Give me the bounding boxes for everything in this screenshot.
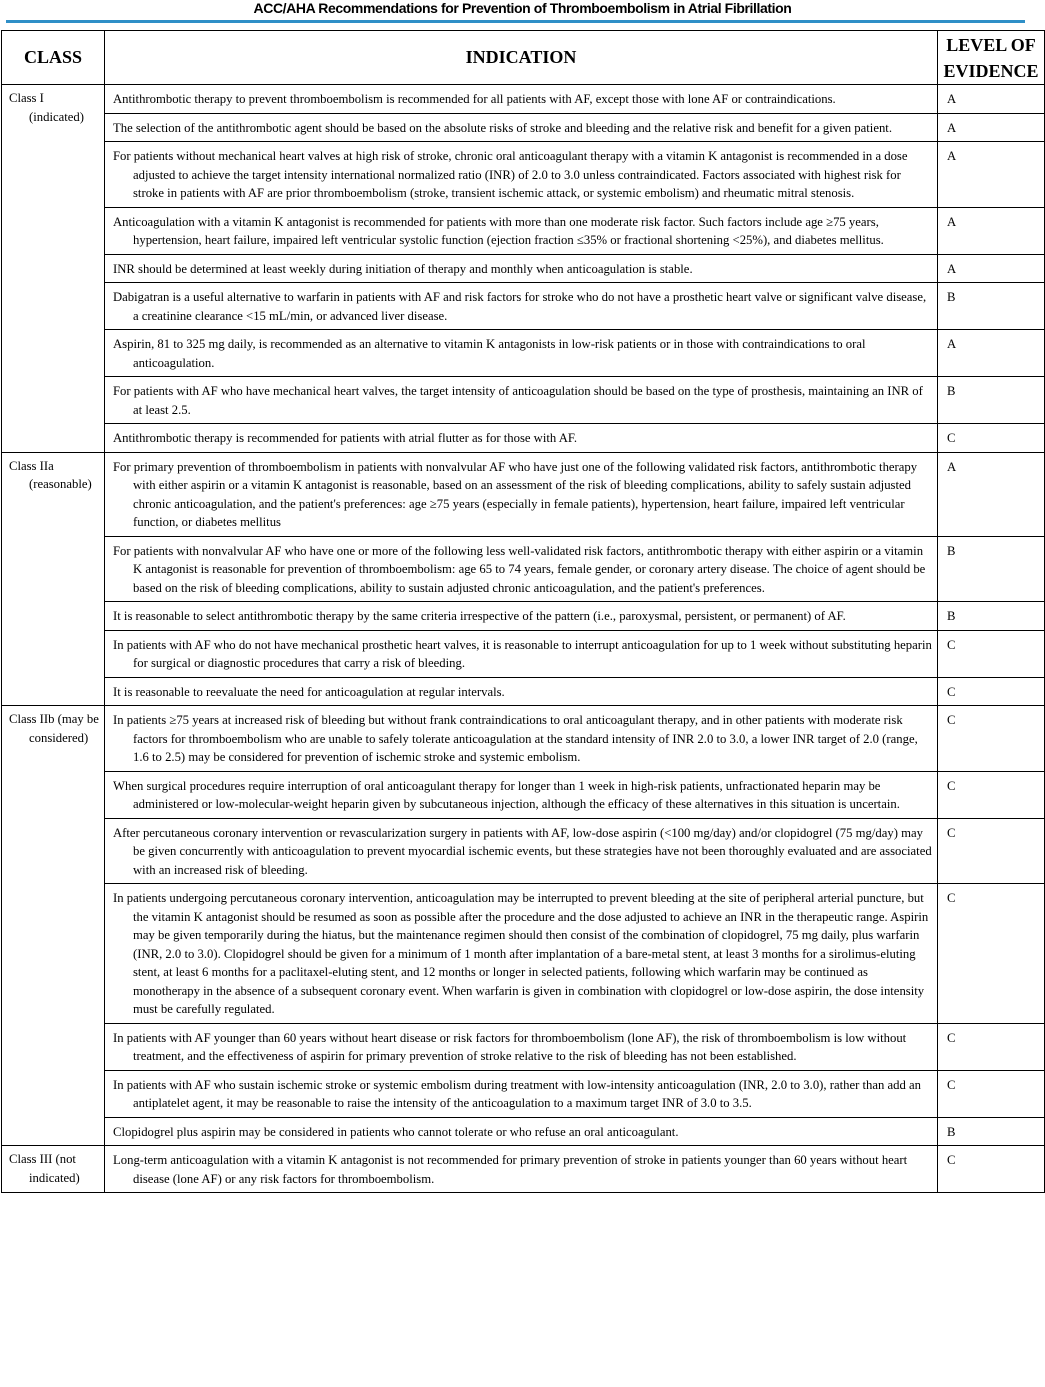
indication-cell [105,1023,938,1070]
indication-text: When surgical procedures require interruption of oral anticoagulant therapy for longer than 1 week in high-risk patients, unfractionated heparin may be administered or low-molecular-weight heparin given by subcutaneous injection, although the efficacy of these alternatives in this situation is uncertain. [113,778,900,811]
level-of-evidence-cell: B [938,602,1045,631]
level-of-evidence-cell: A [938,452,1045,536]
table-row [2,85,1045,114]
table-row [2,602,1045,631]
level-of-evidence-cell: B [938,283,1045,330]
indication-text: Clopidogrel plus aspirin may be considered in patients who cannot tolerate or who refuse an oral anticoagulant. [113,1124,679,1139]
class-label: Class IIa (reasonable) [9,458,92,491]
table-row [2,630,1045,677]
indication-text: Antithrombotic therapy is recommended for patients with atrial flutter as for those with AF. [113,431,578,445]
table-row [2,330,1045,377]
indication-cell [105,536,938,602]
indication-text: Aspirin, 81 to 325 mg daily, is recommended as an alternative to vitamin K antagonists in low-risk patients or in those with contraindications to oral anticoagulation. [113,337,866,370]
level-of-evidence-cell: A [938,85,1045,114]
indication-text: In patients ≥75 years at increased risk of bleeding but without frank contraindications to oral anticoagulant therapy, and in other patients with moderate risk factors for thromboembolism who are unable to safely tolerate anticoagulation at the standard intensity of INR 2.0 to 3.0, a lower INR target of 2.0 (range, 1.6 to 2.5) may be considered for prevention of ischemic stroke and systemic embolism. [113,713,918,764]
level-of-evidence-cell: A [938,113,1045,142]
table-row [2,452,1045,536]
table-row [2,142,1045,208]
level-of-evidence-cell: C [938,630,1045,677]
table-row [2,1117,1045,1146]
indication-cell [105,1146,938,1193]
table-row [2,818,1045,884]
indication-cell [105,330,938,377]
recommendations-table [1,30,1045,1193]
header-row [2,31,1045,85]
indication-text: The selection of the antithrombotic agent should be based on the absolute risks of stroke and bleeding and the relative risk and benefit for a given patient. [113,120,892,135]
indication-text: For patients with AF who have mechanical heart valves, the target intensity of anticoagulation should be based on the type of prosthesis, maintaining an INR of at least 2.5. [113,384,923,417]
class-cell [2,706,105,1146]
indication-text: In patients with AF who sustain ischemic stroke or systemic embolism during treatment with low-intensity anticoagulation (INR, 2.0 to 3.0), rather than add an antiplatelet agent, it may be reasonable to raise the intensity of the anticoagulation to a maximum target INR of 3.0 to 3.5. [113,1077,921,1110]
level-of-evidence-cell: A [938,330,1045,377]
indication-cell [105,85,938,114]
table-row [2,424,1045,453]
indication-text: INR should be determined at least weekly during initiation of therapy and monthly when anticoagulation is stable. [113,261,693,276]
header-level-of-evidence: LEVEL OF EVIDENCE [938,31,1045,85]
indication-text: In patients undergoing percutaneous coronary intervention, anticoagulation may be interrupted to prevent bleeding at the site of peripheral arterial puncture, but the vitamin K antagonist should be resumed as soon as possible after the procedure and the dose adjusted to achieve an INR in the therapeutic range. Aspirin may be given temporarily during the hiatus, but the maintenance regimen should then consist of the combination of clopidogrel, 75 mg daily, plus warfarin (INR, 2.0 to 3.0). Clopidogrel should be given for a minimum of 1 month after implantation of a bare-metal stent, at least 3 months for a sirolimus-eluting stent, at least 6 months for a paclitaxel-eluting stent, and 12 months or longer in selected patients, following which warfarin may be continued as monotherapy in the absence of a subsequent coronary event. When warfarin is given in combination with clopidogrel or low-dose aspirin, the dose intensity must be carefully regulated. [113,891,929,1016]
level-of-evidence-cell: B [938,377,1045,424]
table-row [2,677,1045,706]
indication-cell [105,602,938,631]
table-row [2,1070,1045,1117]
indication-cell [105,142,938,208]
class-cell [2,1146,105,1193]
indication-cell [105,771,938,818]
level-of-evidence-cell: A [938,142,1045,208]
indication-text: In patients with AF who do not have mechanical prosthetic heart valves, it is reasonable to interrupt anticoagulation for up to 1 week without substituting heparin for surgical or diagnostic procedures that carry a risk of bleeding. [113,637,932,670]
indication-cell [105,1117,938,1146]
level-of-evidence-cell: C [938,1146,1045,1193]
indication-cell [105,452,938,536]
level-of-evidence-cell: B [938,1117,1045,1146]
indication-cell [105,254,938,283]
indication-cell [105,706,938,772]
indication-cell [105,630,938,677]
indication-text: It is reasonable to select antithrombotic therapy by the same criteria irrespective of the pattern (i.e., paroxysmal, persistent, or permanent) of AF. [113,609,846,623]
indication-text: For patients without mechanical heart valves at high risk of stroke, chronic oral anticoagulant therapy with a vitamin K antagonist is recommended in a dose adjusted to achieve the target intensity international normalized ratio (INR) of 2.0 to 3.0 unless contraindicated. Factors associated with highest risk for stroke in patients with AF are prior thromboembolism (stroke, transient ischemic attack, or systemic embolism) and rheumatic mitral stenosis. [113,149,908,200]
level-of-evidence-cell: C [938,677,1045,706]
class-label: Class I (indicated) [9,91,84,124]
level-of-evidence-cell: B [938,536,1045,602]
title-rule [6,20,1025,23]
indication-text: For primary prevention of thromboembolism in patients with nonvalvular AF who have just one of the following validated risk factors, antithrombotic therapy with either aspirin or a vitamin K antagonist is reasonable, based on an assessment of the risk of bleeding complications, ability to safely sustain adjusted chronic anticoagulation, and the patient's preferences: age ≥75 years (especially in female patients), hypertension, heart failure, impaired left ventricular function, or diabetes mellitus [113,459,918,529]
class-cell [2,85,105,453]
indication-cell [105,377,938,424]
indication-text: After percutaneous coronary intervention or revascularization surgery in patients with AF, low-dose aspirin (<100 mg/day) and/or clopidogrel (75 mg/day) may be given concurrently with anticoagulation to prevent myocardial ischemic events, but these strategies have not been thoroughly evaluated and are associated with an increased risk of bleeding. [113,825,932,877]
level-of-evidence-cell: C [938,424,1045,453]
indication-cell [105,677,938,706]
table-row [2,1146,1045,1193]
level-of-evidence-cell: C [938,771,1045,818]
document-title: ACC/AHA Recommendations for Prevention of Thromboembolism in Atrial Fibrillation [253,0,792,16]
class-label: Class III (not indicated) [9,1152,80,1185]
indication-cell [105,283,938,330]
table-row [2,771,1045,818]
indication-text: Long-term anticoagulation with a vitamin K antagonist is not recommended for primary prevention of stroke in patients younger than 60 years without heart disease (lone AF) or any risk factors for thromboembolism. [113,1153,908,1186]
table-row [2,706,1045,772]
indication-cell [105,884,938,1024]
level-of-evidence-cell: C [938,818,1045,884]
table-row [2,283,1045,330]
indication-text: Anticoagulation with a vitamin K antagonist is recommended for patients with more than one moderate risk factor. Such factors include age ≥75 years, hypertension, heart failure, impaired left ventricular systolic function (ejection fraction ≤35% or fractional shortening <25%), and diabetes mellitus. [113,214,884,247]
level-of-evidence-cell: C [938,1070,1045,1117]
table-row [2,113,1045,142]
indication-cell [105,424,938,453]
level-of-evidence-cell: A [938,207,1045,254]
indication-cell [105,818,938,884]
table-body [2,85,1045,1193]
level-of-evidence-cell: C [938,1023,1045,1070]
table-row [2,254,1045,283]
indication-text: Antithrombotic therapy to prevent thromboembolism is recommended for all patients with AF, except those with lone AF or contraindications. [113,92,836,106]
indication-cell [105,207,938,254]
table-row [2,1023,1045,1070]
header-indication: INDICATION [105,31,938,85]
indication-text: Dabigatran is a useful alternative to warfarin in patients with AF and risk factors for stroke who do not have a prosthetic heart valve or significant valve disease, a creatinine clearance <15 mL/min, or advanced liver disease. [113,290,927,323]
class-label: Class IIb (may be considered) [9,712,99,745]
indication-cell [105,113,938,142]
table-row [2,884,1045,1024]
table-row [2,536,1045,602]
header-class: CLASS [2,31,105,85]
indication-text: For patients with nonvalvular AF who have one or more of the following less well-validated risk factors, antithrombotic therapy with either aspirin or a vitamin K antagonist is reasonable for prevention of thromboembolism: age 65 to 74 years, female gender, or coronary artery disease. The choice of agent should be based on the risk of bleeding complications, ability to sustain adjusted chronic anticoagulation, and the patient's preferences. [113,543,926,595]
level-of-evidence-cell: C [938,706,1045,772]
class-cell [2,452,105,706]
indication-text: In patients with AF younger than 60 years without heart disease or risk factors for thromboembolism (lone AF), the risk of thromboembolism is low without treatment, and the effectiveness of aspirin for primary prevention of stroke relative to the risk of bleeding has not been established. [113,1030,907,1063]
indication-text: It is reasonable to reevaluate the need for anticoagulation at regular intervals. [113,684,505,699]
indication-cell [105,1070,938,1117]
table-row [2,207,1045,254]
level-of-evidence-cell: C [938,884,1045,1024]
level-of-evidence-cell: A [938,254,1045,283]
table-row [2,377,1045,424]
